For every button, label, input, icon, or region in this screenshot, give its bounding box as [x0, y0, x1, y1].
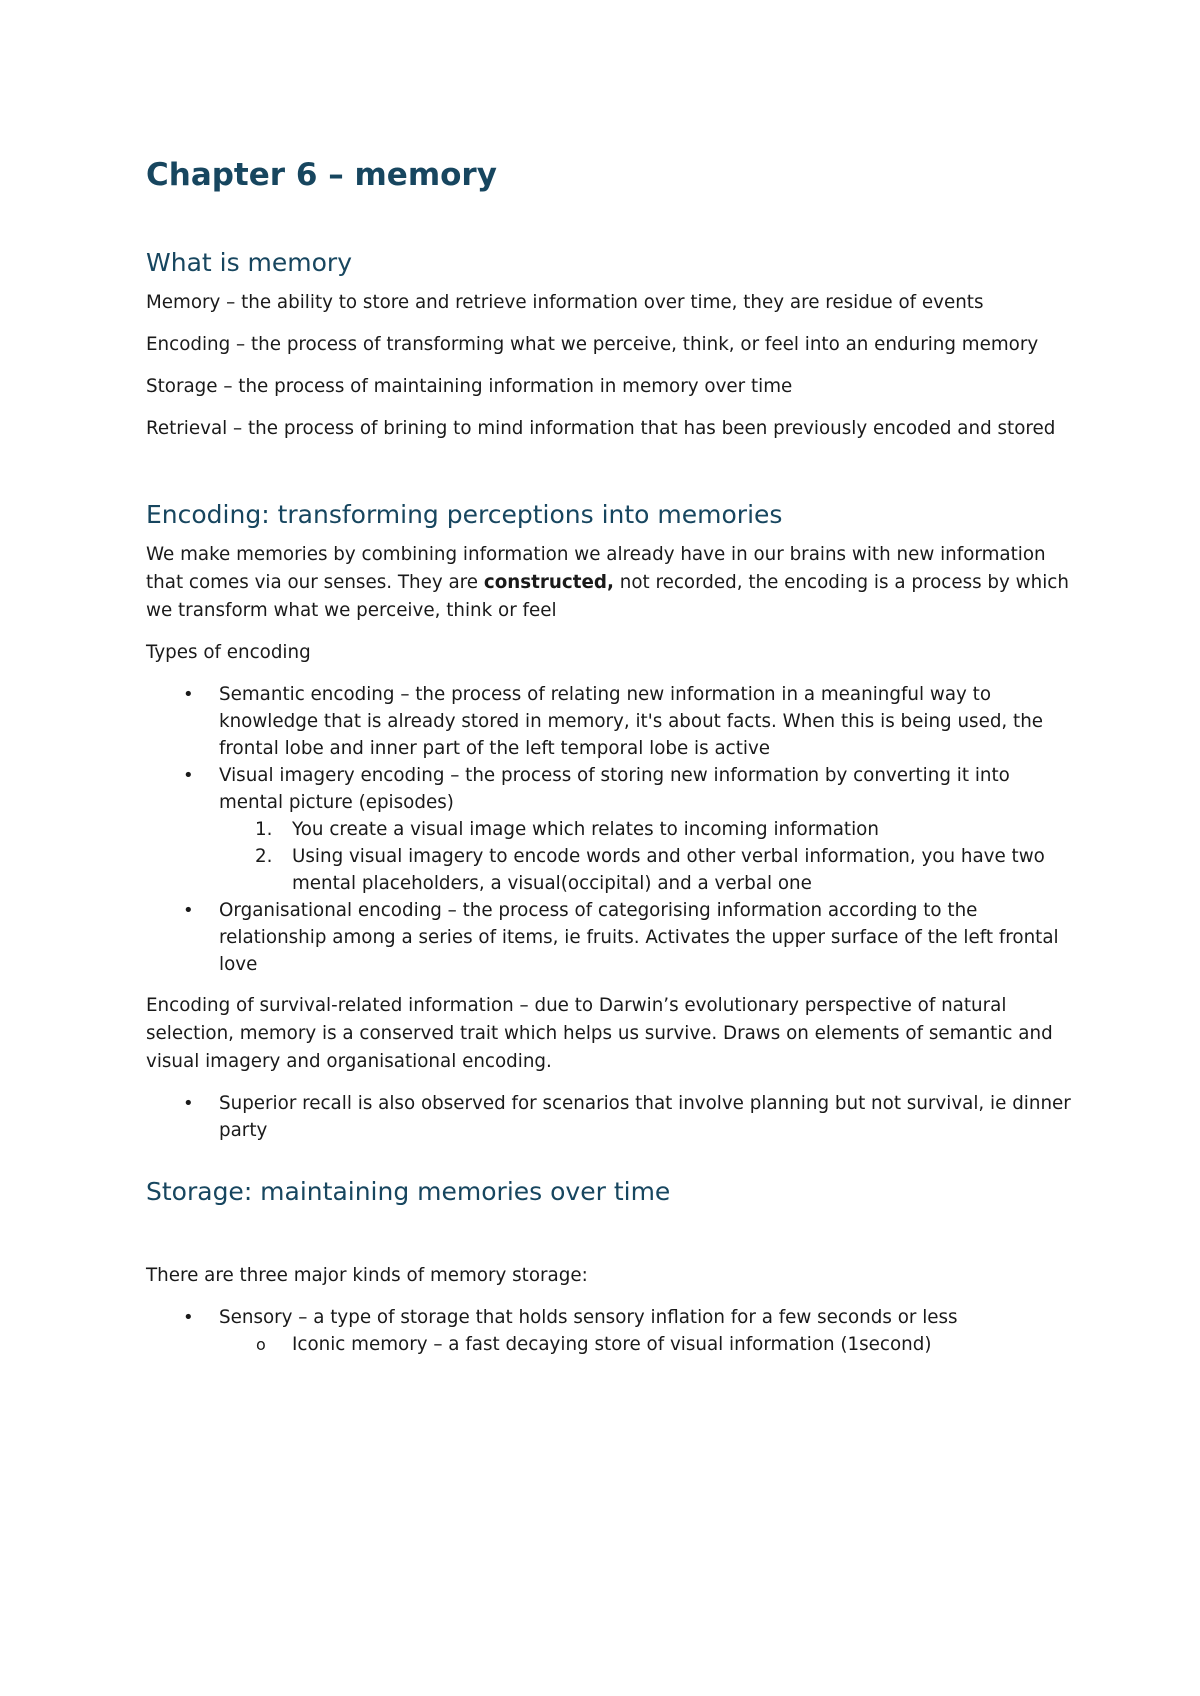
bullet-icon: •: [183, 765, 194, 786]
storage-kinds-list: [146, 1304, 1076, 1358]
encoding-intro-part-1: We make memories by combining information we already have in our brains with new information that comes via our senses. They are: [146, 544, 1046, 593]
list-item-superior-recall: [146, 1090, 1076, 1144]
section-heading-encoding: Encoding: transforming perceptions into memories: [146, 500, 783, 529]
list-item-visual: [146, 762, 1076, 816]
sub-bullet-icon: o: [256, 1335, 266, 1354]
numbered-item-text: You create a visual image which relates to incoming information: [292, 819, 879, 840]
definition-memory: Memory – the ability to store and retrieve information over time, they are residue of events: [146, 292, 984, 313]
encoding-types-list: [146, 681, 1076, 978]
bullet-icon: •: [183, 684, 194, 705]
list-item-text: Superior recall is also observed for scenarios that involve planning but not survival, ie dinner party: [219, 1093, 1071, 1141]
number-marker: 1.: [255, 819, 273, 840]
encoding-intro-part-2: not recorded, the encoding is a process by which we transform what we perceive, think or feel: [146, 572, 1069, 621]
list-item-organisational: [146, 897, 1076, 978]
bullet-icon: •: [183, 900, 194, 921]
definition-encoding: Encoding – the process of transforming what we perceive, think, or feel into an enduring memory: [146, 334, 1039, 355]
survival-list: [146, 1090, 1076, 1144]
list-item-text: Sensory – a type of storage that holds sensory inflation for a few seconds or less: [219, 1307, 958, 1328]
section-heading-storage: Storage: maintaining memories over time: [146, 1177, 671, 1206]
types-of-encoding-label: Types of encoding: [146, 642, 311, 663]
bullet-icon: •: [183, 1093, 194, 1114]
sub-list-item-iconic: [146, 1331, 1076, 1358]
numbered-item-1: [146, 816, 1076, 843]
list-item-text: Visual imagery encoding – the process of storing new information by converting it into mental picture (episodes): [219, 765, 1010, 813]
sub-list-item-text: Iconic memory – a fast decaying store of visual information (1second): [292, 1334, 932, 1355]
numbered-item-2: [146, 843, 1076, 897]
storage-intro: There are three major kinds of memory storage:: [146, 1265, 588, 1286]
list-item-sensory: [146, 1304, 1076, 1331]
document-content: [146, 155, 1076, 1372]
chapter-title: Chapter 6 – memory: [146, 157, 497, 193]
numbered-item-text: Using visual imagery to encode words and other verbal information, you have two mental placeholders, a visual(occipital) and a verbal one: [292, 846, 1045, 894]
definition-retrieval: Retrieval – the process of brining to mind information that has been previously encoded and stored: [146, 418, 1056, 439]
survival-encoding-paragraph: Encoding of survival-related information – due to Darwin’s evolutionary perspective of natural selection, memory is a conserved trait which helps us survive. Draws on elements of semantic and visual imagery and organisational encoding.: [146, 995, 1053, 1072]
number-marker: 2.: [255, 846, 273, 867]
bullet-icon: •: [183, 1307, 194, 1328]
section-heading-what-is-memory: What is memory: [146, 248, 353, 277]
list-item-text: Semantic encoding – the process of relating new information in a meaningful way to knowledge that is already stored in memory, it's about facts. When this is being used, the frontal lobe and inner part of the left temporal lobe is active: [219, 684, 1044, 759]
list-item-semantic: [146, 681, 1076, 762]
definition-storage: Storage – the process of maintaining information in memory over time: [146, 376, 793, 397]
encoding-intro: [146, 541, 1076, 625]
list-item-text: Organisational encoding – the process of categorising information according to the relationship among a series of items, ie fruits. Activates the upper surface of the left frontal love: [219, 900, 1059, 975]
encoding-intro-bold: constructed,: [483, 572, 614, 593]
